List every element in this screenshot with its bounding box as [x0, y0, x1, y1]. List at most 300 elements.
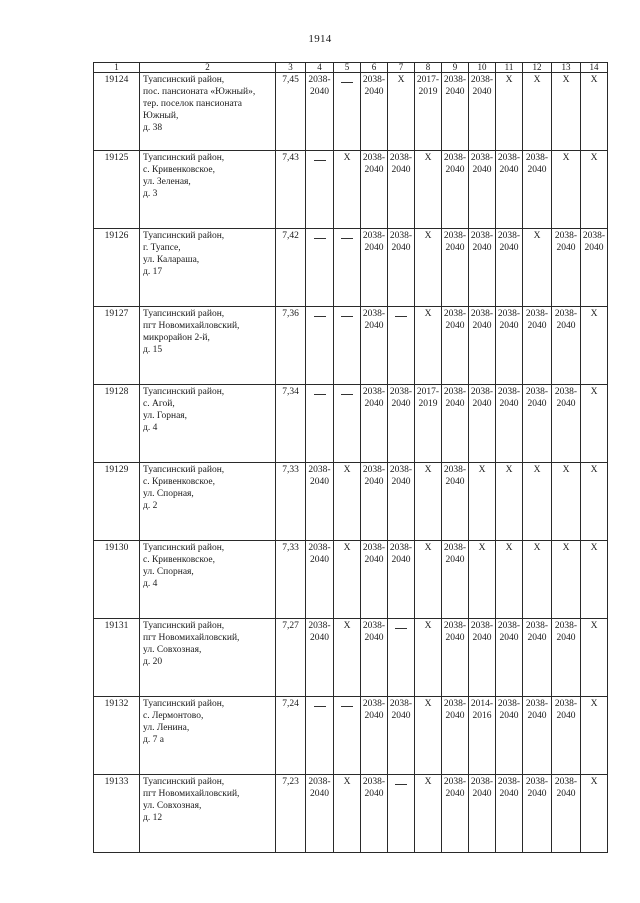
record-id: 19129 — [94, 463, 140, 541]
x-mark: X — [343, 621, 351, 631]
score-cell: 7,42 — [276, 229, 306, 307]
table-row — [94, 385, 608, 463]
dash-mark — [314, 394, 326, 395]
value-cell — [306, 151, 334, 229]
x-mark: X — [505, 465, 513, 475]
value-cell — [334, 229, 361, 307]
address-line: ул. Совхозная, — [143, 801, 202, 811]
period-end: 2040 — [527, 399, 547, 409]
period-end: 2040 — [445, 555, 465, 565]
period-end: 2040 — [472, 789, 492, 799]
score-cell: 7,33 — [276, 541, 306, 619]
address-line: ул. Ленина, — [143, 723, 190, 733]
period-end: 2040 — [445, 87, 465, 97]
value-cell — [334, 73, 361, 151]
period-end: 2040 — [472, 87, 492, 97]
record-id: 19127 — [94, 307, 140, 385]
period-start: 2038- — [443, 543, 467, 553]
address-line: д. 4 — [143, 579, 158, 589]
period-start: 2038- — [525, 621, 549, 631]
period-start: 2038- — [470, 777, 494, 787]
table-row — [94, 697, 608, 775]
table-row — [94, 73, 608, 151]
x-mark: X — [478, 465, 486, 475]
period-end: 2019 — [418, 87, 438, 97]
period-end: 2040 — [472, 633, 492, 643]
address-line: пгт Новомихайловский, — [143, 321, 240, 331]
period-end: 2040 — [472, 243, 492, 253]
period-end: 2040 — [391, 711, 411, 721]
address-line: с. Кривенковское, — [143, 555, 215, 565]
period-end: 2040 — [364, 711, 384, 721]
x-mark: X — [590, 621, 598, 631]
period-start: 2038- — [389, 543, 413, 553]
dash-mark — [314, 316, 326, 317]
period-end: 2040 — [364, 321, 384, 331]
period-start: 2038- — [470, 153, 494, 163]
value-cell — [523, 541, 552, 619]
address-line: Туапсинский район, — [143, 75, 225, 85]
x-mark: X — [590, 153, 598, 163]
value-cell — [581, 775, 608, 853]
value-cell — [469, 775, 496, 853]
period-start: 2038- — [554, 699, 578, 709]
value-cell — [361, 619, 388, 697]
period-end: 2040 — [527, 633, 547, 643]
x-mark: X — [590, 309, 598, 319]
period-start: 2038- — [582, 231, 606, 241]
value-cell — [388, 229, 415, 307]
value-cell — [442, 775, 469, 853]
period-start: 2038- — [389, 465, 413, 475]
period-start: 2038- — [525, 309, 549, 319]
address-cell — [140, 463, 276, 541]
value-cell — [581, 697, 608, 775]
period-start: 2038- — [497, 621, 521, 631]
score-cell: 7,23 — [276, 775, 306, 853]
column-header: 9 — [442, 63, 469, 73]
value-cell — [361, 775, 388, 853]
table-body — [94, 73, 608, 853]
period-start: 2038- — [362, 465, 386, 475]
column-header: 11 — [496, 63, 523, 73]
value-cell — [415, 229, 442, 307]
value-cell — [496, 151, 523, 229]
value-cell — [334, 385, 361, 463]
address-line: д. 38 — [143, 123, 163, 133]
value-cell — [469, 463, 496, 541]
period-start: 2038- — [362, 153, 386, 163]
period-start: 2038- — [308, 543, 331, 553]
period-end: 2040 — [527, 165, 547, 175]
value-cell — [415, 463, 442, 541]
value-cell — [496, 541, 523, 619]
period-start: 2038- — [497, 387, 521, 397]
period-end: 2040 — [556, 321, 576, 331]
value-cell — [469, 697, 496, 775]
value-cell — [361, 463, 388, 541]
period-end: 2040 — [556, 399, 576, 409]
address-line: ул. Спорная, — [143, 567, 194, 577]
value-cell — [552, 541, 581, 619]
period-end: 2040 — [391, 399, 411, 409]
value-cell — [552, 385, 581, 463]
period-end: 2040 — [310, 477, 329, 487]
address-cell — [140, 619, 276, 697]
table-row — [94, 229, 608, 307]
column-header: 14 — [581, 63, 608, 73]
dash-mark — [341, 238, 353, 239]
value-cell — [361, 541, 388, 619]
address-line: д. 2 — [143, 501, 158, 511]
value-cell — [306, 619, 334, 697]
value-cell — [306, 697, 334, 775]
period-end: 2040 — [445, 165, 465, 175]
value-cell — [523, 73, 552, 151]
dash-mark — [314, 160, 326, 161]
value-cell — [361, 307, 388, 385]
x-mark: X — [424, 465, 432, 475]
value-cell — [306, 385, 334, 463]
period-start: 2038- — [470, 387, 494, 397]
value-cell — [361, 151, 388, 229]
period-end: 2040 — [310, 789, 329, 799]
period-start: 2038- — [554, 231, 578, 241]
period-end: 2040 — [472, 321, 492, 331]
value-cell — [415, 385, 442, 463]
value-cell — [306, 463, 334, 541]
period-end: 2040 — [499, 789, 519, 799]
period-start: 2038- — [308, 621, 331, 631]
period-start: 2038- — [443, 621, 467, 631]
score-cell: 7,34 — [276, 385, 306, 463]
table-row — [94, 307, 608, 385]
x-mark: X — [424, 699, 432, 709]
table-row — [94, 619, 608, 697]
address-line: пгт Новомихайловский, — [143, 789, 240, 799]
address-line: Туапсинский район, — [143, 699, 225, 709]
address-cell — [140, 151, 276, 229]
address-line: микрорайон 2-й, — [143, 333, 210, 343]
score-cell: 7,36 — [276, 307, 306, 385]
value-cell — [523, 463, 552, 541]
period-start: 2038- — [362, 543, 386, 553]
value-cell — [442, 73, 469, 151]
address-line: Туапсинский район, — [143, 153, 225, 163]
x-mark: X — [562, 153, 570, 163]
address-cell — [140, 307, 276, 385]
value-cell — [469, 619, 496, 697]
value-cell — [306, 775, 334, 853]
value-cell — [388, 619, 415, 697]
period-start: 2038- — [443, 75, 467, 85]
value-cell — [469, 307, 496, 385]
address-cell — [140, 775, 276, 853]
x-mark: X — [424, 153, 432, 163]
period-start: 2014- — [470, 699, 494, 709]
value-cell — [552, 697, 581, 775]
value-cell — [552, 73, 581, 151]
value-cell — [581, 307, 608, 385]
value-cell — [581, 619, 608, 697]
address-line: ул. Спорная, — [143, 489, 194, 499]
period-end: 2040 — [499, 711, 519, 721]
value-cell — [469, 151, 496, 229]
address-line: Туапсинский район, — [143, 621, 225, 631]
value-cell — [552, 619, 581, 697]
value-cell — [552, 151, 581, 229]
value-cell — [415, 73, 442, 151]
value-cell — [469, 385, 496, 463]
x-mark: X — [424, 777, 432, 787]
period-start: 2038- — [497, 777, 521, 787]
value-cell — [496, 307, 523, 385]
period-start: 2038- — [389, 231, 413, 241]
value-cell — [496, 229, 523, 307]
value-cell — [581, 73, 608, 151]
x-mark: X — [343, 465, 351, 475]
page-number: 1914 — [308, 33, 332, 45]
period-end: 2040 — [364, 243, 384, 253]
period-start: 2038- — [443, 387, 467, 397]
period-end: 2040 — [364, 399, 384, 409]
value-cell — [523, 619, 552, 697]
value-cell — [388, 151, 415, 229]
period-start: 2038- — [362, 387, 386, 397]
period-start: 2038- — [470, 309, 494, 319]
column-header: 10 — [469, 63, 496, 73]
value-cell — [581, 229, 608, 307]
dash-mark — [341, 316, 353, 317]
period-start: 2038- — [497, 231, 521, 241]
address-cell — [140, 385, 276, 463]
period-end: 2040 — [527, 321, 547, 331]
period-end: 2040 — [499, 321, 519, 331]
dash-mark — [395, 784, 407, 785]
period-end: 2040 — [391, 165, 411, 175]
value-cell — [496, 463, 523, 541]
x-mark: X — [424, 621, 432, 631]
period-end: 2040 — [445, 321, 465, 331]
period-start: 2038- — [362, 699, 386, 709]
table-row — [94, 541, 608, 619]
period-start: 2038- — [389, 153, 413, 163]
value-cell — [334, 541, 361, 619]
period-end: 2040 — [364, 477, 384, 487]
value-cell — [415, 775, 442, 853]
x-mark: X — [424, 309, 432, 319]
period-start: 2038- — [554, 387, 578, 397]
period-start: 2017- — [416, 387, 440, 397]
period-end: 2040 — [445, 477, 465, 487]
dash-mark — [314, 706, 326, 707]
address-line: ул. Горная, — [143, 411, 188, 421]
record-id: 19126 — [94, 229, 140, 307]
period-end: 2040 — [445, 243, 465, 253]
value-cell — [388, 73, 415, 151]
value-cell — [581, 541, 608, 619]
address-line: д. 17 — [143, 267, 163, 277]
value-cell — [415, 151, 442, 229]
dash-mark — [314, 238, 326, 239]
x-mark: X — [478, 543, 486, 553]
period-end: 2040 — [310, 555, 329, 565]
address-line: Туапсинский район, — [143, 309, 225, 319]
period-end: 2040 — [445, 711, 465, 721]
record-id: 19130 — [94, 541, 140, 619]
value-cell — [523, 229, 552, 307]
period-end: 2040 — [556, 789, 576, 799]
value-cell — [523, 385, 552, 463]
value-cell — [388, 463, 415, 541]
value-cell — [334, 463, 361, 541]
x-mark: X — [590, 699, 598, 709]
x-mark: X — [590, 465, 598, 475]
period-end: 2040 — [499, 399, 519, 409]
score-cell: 7,33 — [276, 463, 306, 541]
period-end: 2040 — [499, 633, 519, 643]
value-cell — [415, 697, 442, 775]
value-cell — [442, 151, 469, 229]
period-end: 2040 — [556, 243, 576, 253]
period-end: 2040 — [310, 633, 329, 643]
record-id: 19133 — [94, 775, 140, 853]
value-cell — [552, 229, 581, 307]
column-header: 1 — [94, 63, 140, 73]
dash-mark — [395, 628, 407, 629]
value-cell — [442, 385, 469, 463]
value-cell — [496, 697, 523, 775]
x-mark: X — [343, 543, 351, 553]
x-mark: X — [533, 543, 541, 553]
value-cell — [361, 385, 388, 463]
address-line: Туапсинский район, — [143, 231, 225, 241]
x-mark: X — [424, 231, 432, 241]
period-start: 2038- — [362, 309, 386, 319]
value-cell — [334, 151, 361, 229]
address-line: с. Кривенковское, — [143, 165, 215, 175]
period-end: 2040 — [445, 789, 465, 799]
column-header: 7 — [388, 63, 415, 73]
value-cell — [388, 385, 415, 463]
address-cell — [140, 73, 276, 151]
value-cell — [581, 385, 608, 463]
period-end: 2040 — [445, 399, 465, 409]
value-cell — [442, 229, 469, 307]
period-end: 2040 — [364, 165, 384, 175]
x-mark: X — [562, 75, 570, 85]
address-cell — [140, 697, 276, 775]
period-start: 2038- — [554, 777, 578, 787]
period-start: 2038- — [525, 153, 549, 163]
dash-mark — [341, 706, 353, 707]
column-number-header — [94, 63, 608, 73]
x-mark: X — [533, 231, 541, 241]
column-header: 2 — [140, 63, 276, 73]
value-cell — [334, 697, 361, 775]
period-start: 2038- — [443, 309, 467, 319]
address-line: тер. поселок пансионата — [143, 99, 242, 109]
value-cell — [388, 541, 415, 619]
period-end: 2040 — [556, 633, 576, 643]
address-line: д. 3 — [143, 189, 158, 199]
period-start: 2038- — [470, 75, 494, 85]
period-start: 2038- — [443, 153, 467, 163]
period-start: 2038- — [497, 699, 521, 709]
value-cell — [442, 463, 469, 541]
x-mark: X — [590, 387, 598, 397]
score-cell: 7,43 — [276, 151, 306, 229]
value-cell — [496, 73, 523, 151]
period-start: 2038- — [362, 231, 386, 241]
period-start: 2038- — [443, 465, 467, 475]
address-cell — [140, 541, 276, 619]
value-cell — [552, 775, 581, 853]
period-end: 2040 — [445, 633, 465, 643]
value-cell — [306, 541, 334, 619]
value-cell — [523, 151, 552, 229]
column-header: 13 — [552, 63, 581, 73]
column-header: 3 — [276, 63, 306, 73]
value-cell — [361, 73, 388, 151]
period-start: 2038- — [525, 777, 549, 787]
period-end: 2040 — [527, 789, 547, 799]
address-line: пгт Новомихайловский, — [143, 633, 240, 643]
period-start: 2038- — [525, 387, 549, 397]
value-cell — [442, 307, 469, 385]
value-cell — [306, 73, 334, 151]
period-end: 2040 — [527, 711, 547, 721]
value-cell — [334, 619, 361, 697]
table-row — [94, 775, 608, 853]
x-mark: X — [590, 75, 598, 85]
period-start: 2038- — [497, 153, 521, 163]
value-cell — [361, 697, 388, 775]
period-end: 2040 — [364, 555, 384, 565]
period-start: 2038- — [362, 75, 386, 85]
address-cell — [140, 229, 276, 307]
record-id: 19124 — [94, 73, 140, 151]
x-mark: X — [397, 75, 405, 85]
address-line: ул. Совхозная, — [143, 645, 202, 655]
address-line: Туапсинский район, — [143, 387, 225, 397]
value-cell — [415, 307, 442, 385]
value-cell — [523, 775, 552, 853]
address-line: д. 20 — [143, 657, 163, 667]
value-cell — [361, 229, 388, 307]
table-row — [94, 463, 608, 541]
address-line: с. Кривенковское, — [143, 477, 215, 487]
period-start: 2038- — [470, 231, 494, 241]
period-start: 2038- — [362, 621, 386, 631]
value-cell — [552, 307, 581, 385]
record-id: 19131 — [94, 619, 140, 697]
address-line: г. Туапсе, — [143, 243, 181, 253]
period-start: 2038- — [497, 309, 521, 319]
period-start: 2038- — [443, 699, 467, 709]
value-cell — [442, 619, 469, 697]
period-start: 2038- — [389, 699, 413, 709]
value-cell — [469, 541, 496, 619]
value-cell — [496, 385, 523, 463]
period-end: 2040 — [364, 633, 384, 643]
x-mark: X — [590, 777, 598, 787]
value-cell — [415, 619, 442, 697]
period-start: 2038- — [389, 387, 413, 397]
value-cell — [581, 151, 608, 229]
column-header: 12 — [523, 63, 552, 73]
address-line: д. 15 — [143, 345, 163, 355]
